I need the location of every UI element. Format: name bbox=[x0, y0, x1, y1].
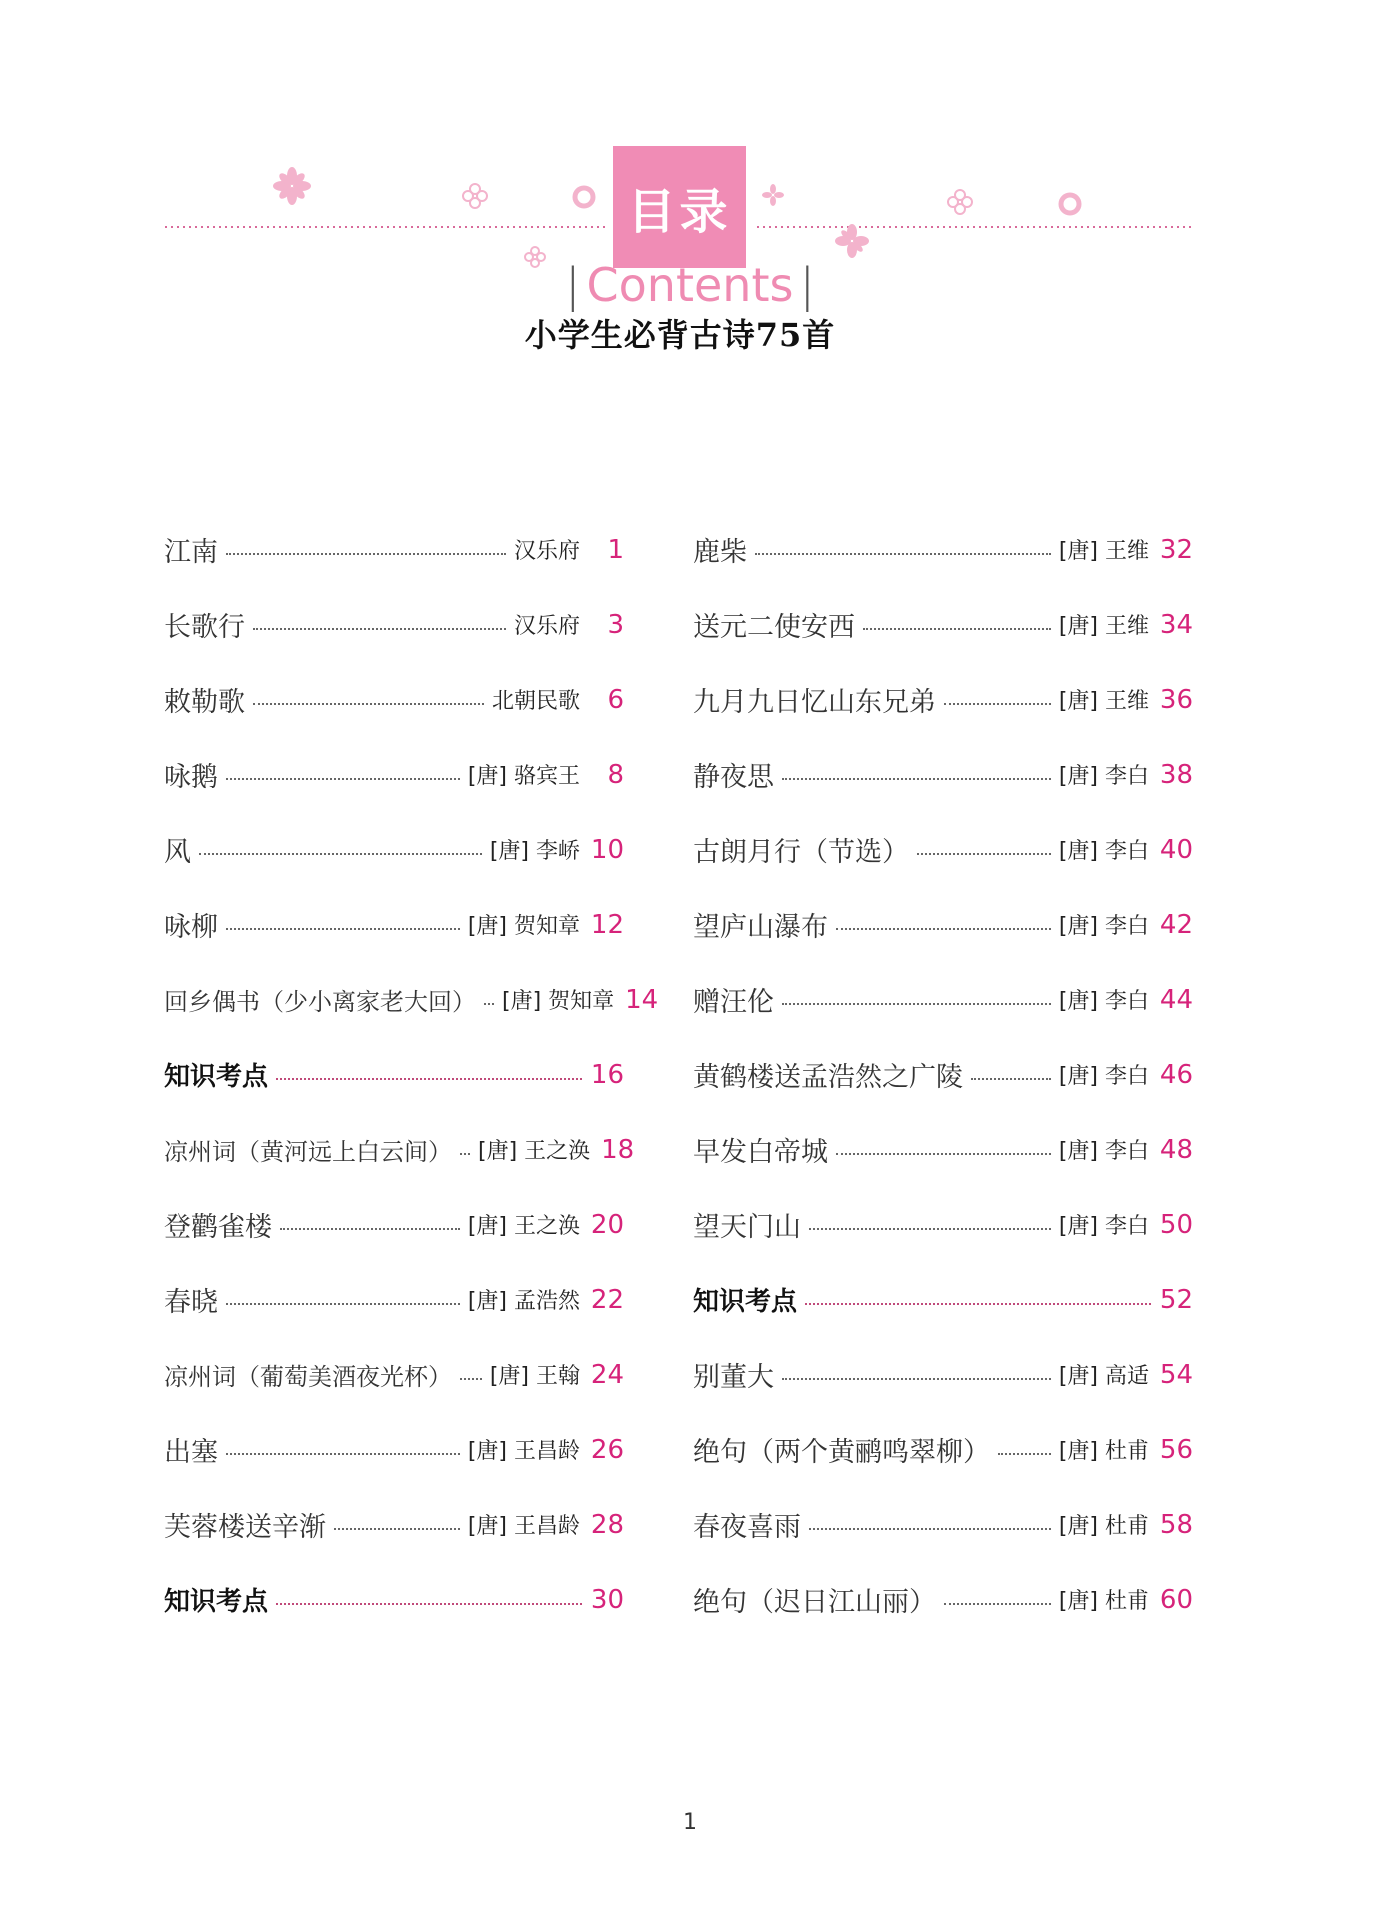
toc-entry-author: [唐] 王昌龄 bbox=[467, 1439, 580, 1464]
dot-leader bbox=[276, 1603, 582, 1605]
toc-entry-author: [唐] 李白 bbox=[1058, 989, 1149, 1014]
toc-section-row[interactable] bbox=[164, 1037, 624, 1112]
dot-leader bbox=[226, 553, 506, 555]
dot-leader bbox=[280, 1228, 460, 1230]
toc-entry-row[interactable] bbox=[164, 1112, 635, 1187]
dot-leader bbox=[805, 1303, 1151, 1305]
dot-leader bbox=[782, 1378, 1051, 1380]
toc-entry-row[interactable] bbox=[164, 1487, 624, 1562]
toc-entry-row[interactable] bbox=[164, 962, 659, 1037]
toc-entry-page: 28 bbox=[590, 1509, 624, 1540]
toc-entry-page: 18 bbox=[601, 1134, 635, 1165]
toc-entry-author: [唐] 王维 bbox=[1058, 614, 1149, 639]
toc-entry-row[interactable] bbox=[693, 1337, 1193, 1412]
ring-icon bbox=[1061, 195, 1079, 213]
toc-entry-title: 望天门山 bbox=[693, 1212, 801, 1243]
toc-entry-author: [唐] 王维 bbox=[1058, 689, 1149, 714]
toc-entry-author: [唐] 王维 bbox=[1058, 539, 1149, 564]
toc-entry-author: 北朝民歌 bbox=[491, 689, 580, 714]
toc-entry-page: 30 bbox=[590, 1584, 624, 1615]
toc-entry-page: 32 bbox=[1159, 534, 1193, 565]
toc-entry-title: 咏鹅 bbox=[164, 762, 218, 793]
flower-icon bbox=[948, 190, 972, 214]
toc-entry-author: [唐] 李白 bbox=[1058, 1139, 1149, 1164]
toc-entry-title: 知识考点 bbox=[164, 1587, 269, 1617]
toc-entry-row[interactable] bbox=[164, 1187, 624, 1262]
page-title: 目录 bbox=[627, 183, 732, 240]
page-number: 1 bbox=[683, 1810, 697, 1835]
toc-entry-row[interactable] bbox=[693, 962, 1193, 1037]
toc-entry-page: 60 bbox=[1159, 1584, 1193, 1615]
toc-entry-author: [唐] 李白 bbox=[1058, 839, 1149, 864]
toc-entry-row[interactable] bbox=[693, 1187, 1193, 1262]
toc-entry-page: 52 bbox=[1159, 1284, 1193, 1315]
toc-entry-row[interactable] bbox=[693, 812, 1193, 887]
toc-entry-page: 3 bbox=[607, 609, 624, 640]
toc-entry-author: [唐] 贺知章 bbox=[502, 989, 615, 1014]
toc-right-column bbox=[693, 512, 1193, 1637]
book-subtitle: 小学生必背古诗75首 bbox=[524, 316, 836, 354]
ring-icon bbox=[575, 188, 593, 206]
flower-icon bbox=[762, 184, 784, 206]
toc-entry-page: 58 bbox=[1159, 1509, 1193, 1540]
dot-leader bbox=[809, 1528, 1051, 1530]
toc-entry-row[interactable] bbox=[693, 1487, 1193, 1562]
toc-entry-row[interactable] bbox=[164, 1337, 624, 1412]
dot-leader bbox=[484, 1003, 494, 1005]
toc-entry-author: [唐] 孟浩然 bbox=[467, 1289, 580, 1314]
toc-entry-title: 凉州词（黄河远上白云间） bbox=[164, 1138, 452, 1166]
toc-entry-author: 汉乐府 bbox=[513, 539, 580, 564]
dot-leader bbox=[971, 1078, 1051, 1080]
toc-entry-author: [唐] 杜甫 bbox=[1058, 1439, 1149, 1464]
toc-entry-author: [唐] 李白 bbox=[1058, 1064, 1149, 1089]
dot-leader bbox=[782, 1003, 1051, 1005]
toc-entry-author: [唐] 王翰 bbox=[489, 1364, 580, 1389]
dot-leader bbox=[836, 1153, 1051, 1155]
toc-entry-row[interactable] bbox=[164, 512, 624, 587]
dot-leader bbox=[253, 703, 484, 705]
toc-entry-title: 古朗月行（节选） bbox=[693, 837, 909, 868]
dot-leader bbox=[998, 1453, 1051, 1455]
toc-left-column bbox=[164, 512, 659, 1637]
dot-leader bbox=[226, 1303, 460, 1305]
toc-entry-title: 知识考点 bbox=[693, 1287, 798, 1317]
toc-entry-page: 56 bbox=[1159, 1434, 1193, 1465]
toc-entry-row[interactable] bbox=[693, 1562, 1193, 1637]
toc-entry-title: 春夜喜雨 bbox=[693, 1512, 801, 1543]
toc-entry-row[interactable] bbox=[693, 1112, 1193, 1187]
toc-entry-title: 黄鹤楼送孟浩然之广陵 bbox=[693, 1062, 963, 1093]
dot-leader bbox=[276, 1078, 582, 1080]
dot-leader bbox=[226, 928, 460, 930]
toc-entry-author: [唐] 杜甫 bbox=[1058, 1589, 1149, 1614]
dot-leader bbox=[226, 1453, 460, 1455]
contents-label: Contents bbox=[586, 258, 794, 312]
toc-entry-title: 芙蓉楼送辛渐 bbox=[164, 1512, 326, 1543]
toc-entry-title: 望庐山瀑布 bbox=[693, 912, 828, 943]
dot-leader bbox=[460, 1378, 482, 1380]
dot-leader bbox=[836, 928, 1051, 930]
toc-entry-page: 1 bbox=[607, 534, 624, 565]
toc-entry-page: 12 bbox=[590, 909, 624, 940]
toc-entry-title: 绝句（迟日江山丽） bbox=[693, 1587, 936, 1618]
toc-entry-page: 16 bbox=[590, 1059, 624, 1090]
dot-leader bbox=[944, 703, 1051, 705]
toc-entry-title: 早发白帝城 bbox=[693, 1137, 828, 1168]
toc-entry-title: 春晓 bbox=[164, 1287, 218, 1318]
toc-section-row[interactable] bbox=[693, 1262, 1193, 1337]
dot-leader bbox=[460, 1153, 470, 1155]
toc-entry-row[interactable] bbox=[164, 887, 624, 962]
toc-entry-title: 别董大 bbox=[693, 1362, 774, 1393]
toc-entry-author: [唐] 李峤 bbox=[489, 839, 580, 864]
toc-entry-page: 20 bbox=[590, 1209, 624, 1240]
toc-entry-title: 风 bbox=[164, 837, 191, 868]
toc-entry-page: 54 bbox=[1159, 1359, 1193, 1390]
toc-entry-title: 出塞 bbox=[164, 1437, 218, 1468]
toc-entry-author: [唐] 王之涣 bbox=[478, 1139, 591, 1164]
toc-entry-row[interactable] bbox=[693, 737, 1193, 812]
toc-entry-title: 赠汪伦 bbox=[693, 987, 774, 1018]
toc-entry-author: [唐] 贺知章 bbox=[467, 914, 580, 939]
contents-heading bbox=[540, 256, 840, 314]
flower-icon bbox=[463, 184, 487, 208]
toc-entry-title: 九月九日忆山东兄弟 bbox=[693, 687, 936, 718]
toc-entry-page: 26 bbox=[590, 1434, 624, 1465]
toc-entry-page: 44 bbox=[1159, 984, 1193, 1015]
toc-entry-page: 14 bbox=[625, 984, 659, 1015]
dot-leader bbox=[199, 853, 482, 855]
dot-leader bbox=[809, 1228, 1051, 1230]
flower-icon bbox=[273, 167, 311, 205]
toc-entry-page: 40 bbox=[1159, 834, 1193, 865]
toc-entry-page: 24 bbox=[590, 1359, 624, 1390]
toc-entry-title: 咏柳 bbox=[164, 912, 218, 943]
title-box bbox=[613, 146, 746, 268]
dot-leader bbox=[863, 628, 1051, 630]
flower-icon bbox=[835, 224, 869, 258]
toc-entry-page: 38 bbox=[1159, 759, 1193, 790]
toc-entry-title: 登鹳雀楼 bbox=[164, 1212, 272, 1243]
toc-entry-title: 送元二使安西 bbox=[693, 612, 855, 643]
toc-entry-row[interactable] bbox=[693, 887, 1193, 962]
divider-bar: | bbox=[565, 258, 581, 312]
toc-entry-row[interactable] bbox=[693, 512, 1193, 587]
dot-leader bbox=[917, 853, 1051, 855]
dot-leader bbox=[253, 628, 506, 630]
toc-entry-page: 34 bbox=[1159, 609, 1193, 640]
toc-section-row[interactable] bbox=[164, 1562, 624, 1637]
toc-entry-page: 10 bbox=[590, 834, 624, 865]
divider-bar: | bbox=[799, 258, 815, 312]
toc-entry-row[interactable] bbox=[693, 587, 1193, 662]
toc-entry-title: 江南 bbox=[164, 537, 218, 568]
toc-entry-author: [唐] 高适 bbox=[1058, 1364, 1149, 1389]
dot-leader bbox=[226, 778, 460, 780]
toc-entry-title: 绝句（两个黄鹂鸣翠柳） bbox=[693, 1437, 990, 1468]
toc-entry-title: 知识考点 bbox=[164, 1062, 269, 1092]
toc-entry-row[interactable] bbox=[693, 662, 1193, 737]
toc-entry-page: 36 bbox=[1159, 684, 1193, 715]
toc-entry-title: 凉州词（葡萄美酒夜光杯） bbox=[164, 1363, 452, 1391]
dot-leader bbox=[334, 1528, 460, 1530]
toc-entry-title: 回乡偶书（少小离家老大回） bbox=[164, 988, 476, 1016]
dot-leader bbox=[944, 1603, 1051, 1605]
toc-entry-page: 6 bbox=[607, 684, 624, 715]
toc-entry-title: 鹿柴 bbox=[693, 537, 747, 568]
toc-entry-row[interactable] bbox=[164, 1262, 624, 1337]
toc-entry-row[interactable] bbox=[164, 587, 624, 662]
toc-entry-title: 长歌行 bbox=[164, 612, 245, 643]
toc-entry-row[interactable] bbox=[164, 737, 624, 812]
toc-entry-page: 46 bbox=[1159, 1059, 1193, 1090]
toc-entry-row[interactable] bbox=[164, 662, 624, 737]
toc-entry-author: [唐] 王昌龄 bbox=[467, 1514, 580, 1539]
toc-entry-page: 48 bbox=[1159, 1134, 1193, 1165]
toc-entry-row[interactable] bbox=[164, 1412, 624, 1487]
toc-entry-author: [唐] 李白 bbox=[1058, 764, 1149, 789]
toc-entry-page: 50 bbox=[1159, 1209, 1193, 1240]
toc-entry-title: 静夜思 bbox=[693, 762, 774, 793]
toc-entry-row[interactable] bbox=[164, 812, 624, 887]
toc-entry-author: 汉乐府 bbox=[513, 614, 580, 639]
toc-entry-author: [唐] 李白 bbox=[1058, 914, 1149, 939]
toc-entry-author: [唐] 李白 bbox=[1058, 1214, 1149, 1239]
toc-entry-author: [唐] 王之涣 bbox=[467, 1214, 580, 1239]
toc-entry-page: 22 bbox=[590, 1284, 624, 1315]
toc-entry-row[interactable] bbox=[693, 1412, 1193, 1487]
toc-entry-page: 42 bbox=[1159, 909, 1193, 940]
dot-leader bbox=[782, 778, 1051, 780]
toc-entry-title: 敕勒歌 bbox=[164, 687, 245, 718]
toc-entry-row[interactable] bbox=[693, 1037, 1193, 1112]
toc-entry-page: 8 bbox=[607, 759, 624, 790]
dot-leader bbox=[755, 553, 1051, 555]
toc-entry-author: [唐] 骆宾王 bbox=[467, 764, 580, 789]
toc-entry-author: [唐] 杜甫 bbox=[1058, 1514, 1149, 1539]
